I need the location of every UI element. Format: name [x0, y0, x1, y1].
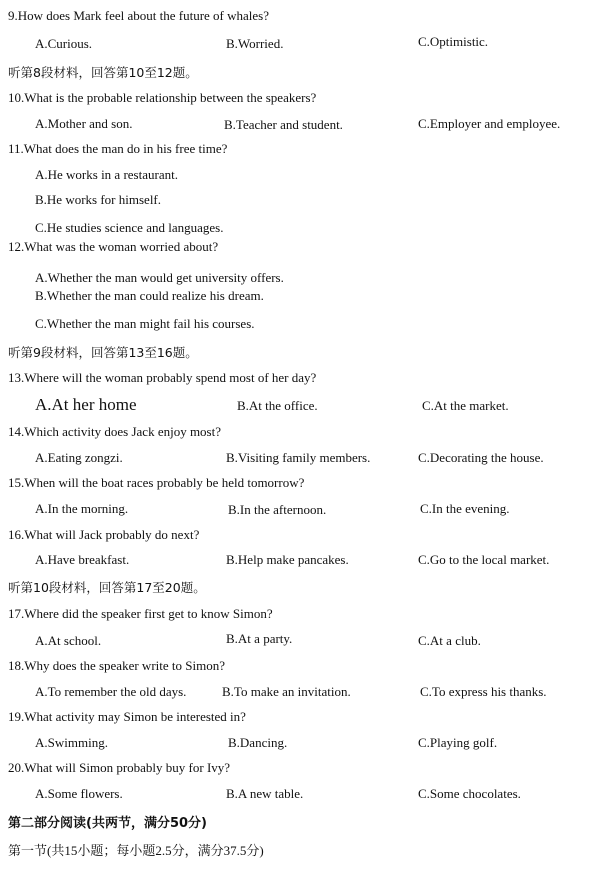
- section-instruction: 听第8段材料，回答第10至12题。: [8, 65, 198, 80]
- option-a: A.At her home: [35, 395, 137, 414]
- option-c: C.Employer and employee.: [418, 116, 561, 131]
- option-a: A.He works in a restaurant.: [35, 167, 178, 182]
- option-a: A.Some flowers.: [35, 786, 123, 801]
- question-11: 11.What does the man do in his free time?: [8, 141, 228, 156]
- question-13: 13.Where will the woman probably spend most of her day?: [8, 370, 317, 385]
- option-b: B.At the office.: [237, 398, 318, 413]
- option-a: A.Whether the man would get university offers.: [35, 270, 284, 285]
- option-b: B.He works for himself.: [35, 192, 162, 207]
- option-a: A.In the morning.: [35, 501, 129, 516]
- option-c: C.At a club.: [418, 633, 481, 648]
- question-15: 15.When will the boat races probably be held tomorrow?: [8, 475, 305, 490]
- part-heading: 第二部分阅读(共两节，满分50分): [8, 816, 207, 831]
- question-10: 10.What is the probable relationship between the speakers?: [8, 90, 317, 105]
- option-a: A.Swimming.: [35, 735, 108, 750]
- option-b: B.Teacher and student.: [224, 117, 343, 132]
- option-b: B.Visiting family members.: [226, 450, 371, 465]
- question-12: 12.What was the woman worried about?: [8, 239, 219, 254]
- option-c: C.Decorating the house.: [418, 450, 544, 465]
- option-a: A.Curious.: [35, 36, 93, 51]
- section-instruction: 听第10段材料，回答第17至20题。: [8, 580, 206, 595]
- option-a: A.Eating zongzi.: [35, 450, 123, 465]
- question-18: 18.Why does the speaker write to Simon?: [8, 658, 225, 673]
- option-a: A.Mother and son.: [35, 116, 133, 131]
- option-c: C.Whether the man might fail his courses.: [35, 316, 255, 331]
- option-c: C.To express his thanks.: [420, 684, 547, 699]
- section-heading: 第一节(共15小题；每小题2.5分，满分37.5分): [8, 843, 264, 858]
- option-c: C.In the evening.: [420, 501, 510, 516]
- option-a: A.To remember the old days.: [35, 684, 187, 699]
- section-instruction: 听第9段材料，回答第13至16题。: [8, 345, 198, 360]
- option-a: A.At school.: [35, 633, 102, 648]
- option-b: B.Dancing.: [228, 735, 288, 750]
- option-b: B.To make an invitation.: [222, 684, 351, 699]
- option-c: C.At the market.: [422, 398, 509, 413]
- option-c: C.He studies science and languages.: [35, 220, 224, 235]
- question-16: 16.What will Jack probably do next?: [8, 527, 200, 542]
- question-19: 19.What activity may Simon be interested in?: [8, 709, 246, 724]
- question-17: 17.Where did the speaker first get to know Simon?: [8, 606, 273, 621]
- option-b: B.A new table.: [226, 786, 304, 801]
- option-b: B.At a party.: [226, 631, 293, 646]
- question-9: 9.How does Mark feel about the future of whales?: [8, 8, 269, 23]
- option-b: B.Help make pancakes.: [226, 552, 349, 567]
- option-c: C.Go to the local market.: [418, 552, 550, 567]
- option-c: C.Optimistic.: [418, 34, 489, 49]
- option-b: B.In the afternoon.: [228, 502, 327, 517]
- option-b: B.Worried.: [226, 36, 284, 51]
- option-b: B.Whether the man could realize his dream.: [35, 288, 264, 303]
- question-20: 20.What will Simon probably buy for Ivy?: [8, 760, 231, 775]
- option-c: C.Some chocolates.: [418, 786, 521, 801]
- option-c: C.Playing golf.: [418, 735, 498, 750]
- question-14: 14.Which activity does Jack enjoy most?: [8, 424, 222, 439]
- option-a: A.Have breakfast.: [35, 552, 130, 567]
